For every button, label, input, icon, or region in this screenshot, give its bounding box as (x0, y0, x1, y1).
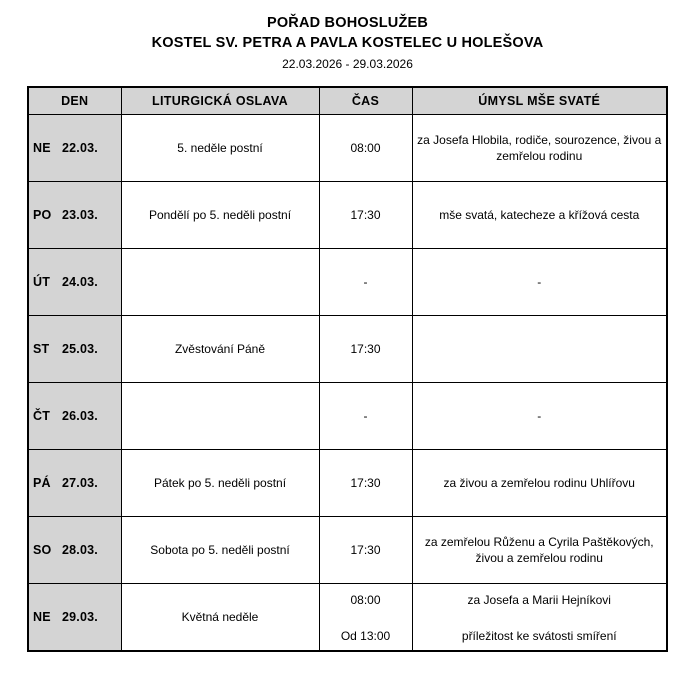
row-day-of-week: SO (33, 542, 52, 557)
row-day-cell (28, 114, 121, 181)
row-liturgy: Pondělí po 5. neděli postní (121, 181, 319, 248)
row-date: 27.03. (62, 475, 98, 490)
row-day-of-week: ST (33, 341, 50, 356)
column-header-intention: ÚMYSL MŠE SVATÉ (412, 87, 667, 115)
table-row (28, 583, 667, 651)
row-time: 17:30 (319, 516, 412, 583)
row-day-cell (28, 583, 121, 651)
table-body (28, 114, 667, 651)
row-date: 28.03. (62, 542, 98, 557)
row-intention: za Josefa Hlobila, rodiče, sourozence, živou a zemřelou rodinu (412, 114, 667, 181)
row-time: - (319, 248, 412, 315)
row-day-cell (28, 516, 121, 583)
row-intention-second: příležitost ke svátosti smíření (461, 628, 617, 643)
row-intention-cell (412, 583, 667, 651)
table-row (28, 114, 667, 181)
row-intention: za Josefa a Marii Hejníkovi (467, 592, 611, 607)
document-header (0, 0, 695, 73)
row-time-second: Od 13:00 (340, 628, 391, 643)
row-day-cell (28, 449, 121, 516)
title-line-1: POŘAD BOHOSLUŽEB (266, 15, 429, 31)
row-day-of-week: NE (33, 140, 51, 155)
row-date: 25.03. (62, 341, 98, 356)
row-liturgy (121, 382, 319, 449)
row-day-of-week: NE (33, 609, 51, 624)
table-row (28, 516, 667, 583)
row-liturgy: 5. neděle postní (121, 114, 319, 181)
row-day-cell (28, 248, 121, 315)
row-time: - (319, 382, 412, 449)
schedule-table-wrapper (27, 86, 668, 652)
row-liturgy (121, 248, 319, 315)
row-time: 17:30 (319, 449, 412, 516)
table-row (28, 315, 667, 382)
row-intention: mše svatá, katecheze a křížová cesta (412, 181, 667, 248)
table-header-row (28, 87, 667, 115)
row-time: 08:00 (350, 592, 381, 607)
row-day-of-week: ČT (33, 408, 51, 423)
row-intention: za zemřelou Růženu a Cyrila Paštěkových, živou a zemřelou rodinu (412, 516, 667, 583)
row-day-of-week: ÚT (33, 274, 51, 289)
row-intention: - (412, 248, 667, 315)
column-header-time: ČAS (319, 87, 412, 115)
row-liturgy: Květná neděle (121, 583, 319, 651)
schedule-table (27, 86, 668, 652)
row-time-cell (319, 583, 412, 651)
table-row (28, 181, 667, 248)
row-day-cell (28, 382, 121, 449)
table-row (28, 248, 667, 315)
row-day-cell (28, 315, 121, 382)
row-liturgy: Sobota po 5. neděli postní (121, 516, 319, 583)
row-time: 17:30 (319, 181, 412, 248)
date-range: 22.03.2026 - 29.03.2026 (282, 57, 413, 72)
row-day-of-week: PO (33, 207, 52, 222)
title-line-2: KOSTEL SV. PETRA A PAVLA KOSTELEC U HOLEŠOVA (151, 34, 544, 51)
row-liturgy: Zvěstování Páně (121, 315, 319, 382)
row-date: 23.03. (62, 207, 98, 222)
row-intention (412, 315, 667, 382)
column-header-den: DEN (28, 87, 121, 115)
row-date: 29.03. (62, 609, 98, 624)
table-row (28, 382, 667, 449)
row-date: 24.03. (62, 274, 98, 289)
row-time: 08:00 (319, 114, 412, 181)
row-time: 17:30 (319, 315, 412, 382)
row-day-of-week: PÁ (33, 475, 51, 490)
row-day-cell (28, 181, 121, 248)
row-liturgy: Pátek po 5. neděli postní (121, 449, 319, 516)
column-header-liturgy: LITURGICKÁ OSLAVA (121, 87, 319, 115)
row-intention: za živou a zemřelou rodinu Uhlířovu (412, 449, 667, 516)
row-date: 22.03. (62, 140, 98, 155)
row-date: 26.03. (62, 408, 98, 423)
row-intention: - (412, 382, 667, 449)
table-row (28, 449, 667, 516)
